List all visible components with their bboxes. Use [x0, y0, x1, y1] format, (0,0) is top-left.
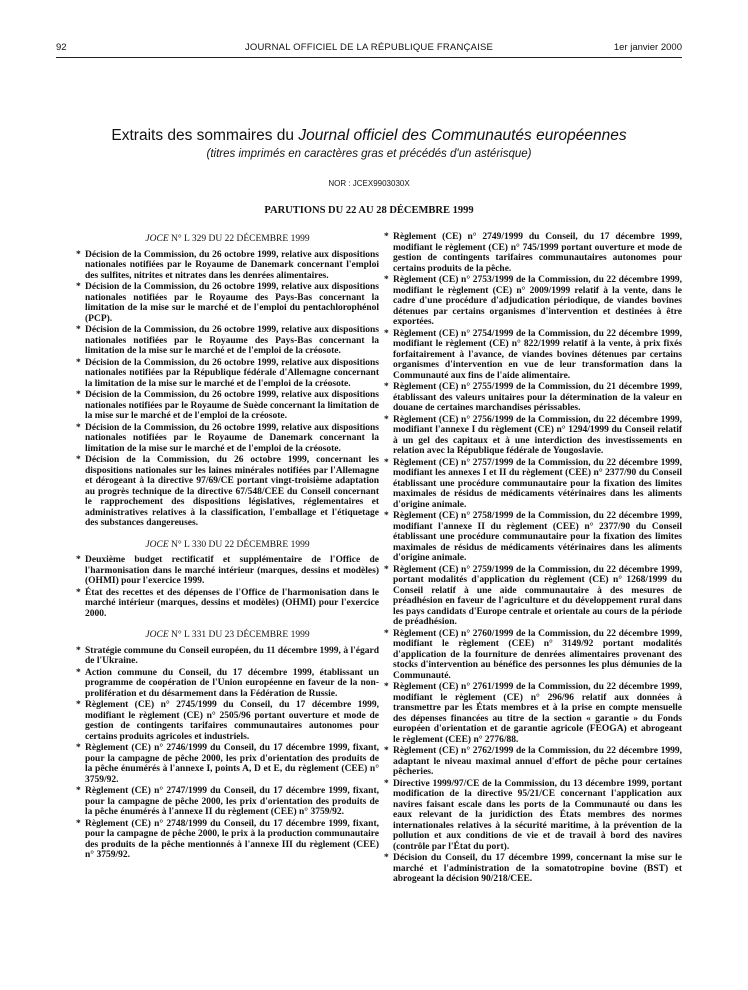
asterisk-marker: *: [76, 743, 81, 753]
summary-item: [76, 555, 379, 587]
right-column: [384, 232, 682, 886]
issue-label: N° L 331 DU 23 DÉCEMBRE 1999: [168, 630, 310, 640]
asterisk-marker: *: [76, 325, 81, 335]
page-number: 92: [56, 42, 67, 53]
title-prefix: Extraits des sommaires du: [111, 127, 299, 144]
summary-item: [76, 325, 379, 357]
summary-text: Règlement (CE) n° 2761/1999 de la Commission, du 22 décembre 1999, modifiant le règlement (CE) n° 296/96 relatif aux données à transmettre par les États membres et à la prise en compte mensuelle des dépenses financées au titre de la section « garantie » du Fonds européen d'orientation et de garantie agricole (FEOGA) et abrogeant le règlement (CEE) n° 2776/88.: [393, 682, 682, 745]
summary-item: [384, 682, 682, 745]
summary-text: Deuxième budget rectificatif et supplémentaire de l'Office de l'harmonisation dans le marché intérieur (marques, dessins et modèles) (OHMI) pour l'exercice 1999.: [85, 555, 379, 586]
summary-item: [76, 358, 379, 390]
joce-label: JOCE: [145, 630, 169, 640]
summary-item: [76, 455, 379, 529]
summary-text: Règlement (CE) n° 2755/1999 de la Commission, du 21 décembre 1999, établissant des valeurs unitaires pour la détermination de la valeur en douane de certaines marchandises périssables.: [393, 382, 682, 413]
summary-item: [76, 646, 379, 667]
summary-item: [384, 853, 682, 885]
asterisk-marker: *: [76, 818, 81, 829]
summary-item: [384, 629, 682, 682]
summary-item: [384, 746, 682, 778]
summary-item: [384, 565, 682, 628]
asterisk-marker: *: [384, 853, 389, 863]
summary-text: Directive 1999/97/CE de la Commission, du 13 décembre 1999, portant modification de la directive 95/21/CE concernant l'application aux navires faisant escale dans les ports de la Communauté ou dans les eaux relevant de la juridiction des États membres des normes internationales relatives à la sécurité maritime, à la prévention de la pollution et aux conditions de vie et de travail à bord des navires (contrôle par l'État du port).: [393, 778, 682, 852]
summary-text: Règlement (CE) n° 2758/1999 de la Commission, du 22 décembre 1999, modifiant l'annexe II du règlement (CEE) n° 2377/90 du Conseil établissant une procédure communautaire pour la fixation des limites maximales de résidus de médicaments vétérinaires dans les aliments d'origine animale.: [393, 511, 682, 563]
section-heading: [76, 630, 379, 641]
summary-item: [384, 458, 682, 511]
section-gap: [76, 530, 379, 538]
asterisk-marker: *: [384, 564, 389, 575]
asterisk-marker: *: [76, 249, 81, 260]
asterisk-marker: *: [384, 414, 389, 425]
summary-text: Décision de la Commission, du 26 octobre 1999, relative aux dispositions nationales notifiées par le Royaume de Danemark concernant l'emploi des sulfites, nitrites et nitrates dans les denrées alimentaires.: [85, 249, 379, 281]
asterisk-marker: *: [384, 457, 389, 468]
summary-item: [76, 390, 379, 422]
asterisk-marker: *: [384, 382, 389, 392]
asterisk-marker: *: [76, 555, 81, 565]
left-column: [76, 232, 379, 862]
summary-text: Règlement (CE) n° 2747/1999 du Conseil, du 17 décembre 1999, fixant, pour la campagne de pêche 2000, les prix d'orientation des produits de la pêche énumérés à l'annexe II du règlement (CEE) n° 3759/92.: [85, 786, 379, 817]
summary-text: Règlement (CE) n° 2757/1999 de la Commission, du 22 décembre 1999, modifiant les annexes I et II du règlement (CEE) n° 2377/90 du Conseil établissant une procédure communautaire pour la fixation des limites maximales de résidus de médicaments vétérinaires dans les aliments d'origine animale.: [393, 457, 682, 510]
joce-label: JOCE: [145, 539, 169, 550]
page-title: [56, 127, 682, 145]
summary-text: Décision de la Commission, du 26 octobre 1999, relative aux dispositions nationales notifiées par le Royaume de Danemark concernant la limitation de la mise sur le marché et de l'emploi de la créosote.: [85, 422, 379, 454]
summary-item: [76, 423, 379, 455]
summary-text: Règlement (CE) n° 2762/1999 de la Commission, du 22 décembre 1999, adaptant le niveau maximal annuel d'effort de pêche pour certaines pêcheries.: [393, 746, 682, 777]
summary-item: [76, 282, 379, 324]
summary-text: Règlement (CE) n° 2754/1999 de la Commission, du 22 décembre 1999, modifiant le règlement (CE) n° 822/1999 relatif à la vente, à prix fixés forfaitairement à l'avance, de viandes bovines détenues par certains organismes d'intervention en vue de leur transformation dans la Communauté aux fins de l'aide alimentaire.: [393, 328, 682, 381]
summary-text: Décision de la Commission, du 26 octobre 1999, concernant les dispositions nationales sur les laines minérales notifiées par l'Allemagne et dérogeant à la directive 97/69/CE portant vingt-troisième adaptation au progrès technique de la directive 67/548/CEE du Conseil concernant le rapprochement des dispositions législatives, réglementaires et administratives relatives à la classification, l'emballage et l'étiquetage des substances dangereuses.: [85, 455, 379, 528]
summary-item: [76, 588, 379, 620]
page-header: [56, 42, 682, 56]
summary-text: Règlement (CE) n° 2759/1999 de la Commission, du 22 décembre 1999, portant modalités d'application du règlement (CE) n° 1268/1999 du Conseil relatif à une aide communautaire à des mesures de préadhésion en faveur de l'agriculture et du développement rural dans les pays candidats d'Europe centrale et orientale au cours de la période de préadhésion.: [393, 564, 682, 627]
asterisk-marker: *: [76, 422, 81, 433]
summary-text: Décision du Conseil, du 17 décembre 1999, concernant la mise sur le marché et l'administration de la somatotropine bovine (BST) et abrogeant la décision 90/218/CEE.: [393, 853, 682, 884]
asterisk-marker: *: [76, 645, 81, 656]
summary-text: Règlement (CE) n° 2748/1999 du Conseil, du 17 décembre 1999, fixant, pour la campagne de pêche 2000, le prix à la production communautaire des produits de la pêche mentionnés à l'annexe III du règlement (CEE) n° 3759/92.: [85, 818, 379, 860]
asterisk-marker: *: [76, 786, 81, 796]
summary-item: [384, 382, 682, 414]
section-gap: [76, 620, 379, 628]
summary-text: Règlement (CE) n° 2746/1999 du Conseil, du 17 décembre 1999, fixant, pour la campagne de pêche 2000, les prix d'orientation des produits de la pêche énumérés à l'annexe I, points A, D et E, du règlement (CEE) n° 3759/92.: [85, 743, 379, 785]
summary-text: Règlement (CE) n° 2749/1999 du Conseil, du 17 décembre 1999, modifiant le règlement (CE) n° 745/1999 portant ouverture et mode de gestion de contingents tarifaires communautaires autonomes pour certains produits de la pêche.: [393, 232, 682, 274]
asterisk-marker: *: [384, 628, 389, 639]
summary-item: [76, 819, 379, 861]
summary-text: Règlement (CE) n° 2760/1999 de la Commission, du 22 décembre 1999, modifiant le règlement (CEE) n° 3149/92 portant modalités d'application de la fourniture de denrées alimentaires provenant des stocks d'intervention au bénéfice des personnes les plus démunies de la Communauté.: [393, 628, 682, 681]
section-heading: [76, 540, 379, 551]
issue-date: 1er janvier 2000: [613, 42, 682, 53]
issue-label: N° L 329 DU 22 DÉCEMBRE 1999: [168, 234, 310, 244]
title-journal: Journal officiel des Communautés européennes: [298, 127, 627, 144]
asterisk-marker: *: [76, 587, 81, 598]
asterisk-marker: *: [76, 700, 81, 710]
asterisk-marker: *: [384, 746, 389, 756]
header-rule: [56, 57, 682, 58]
asterisk-marker: *: [384, 275, 389, 285]
summary-item: [76, 668, 379, 700]
summary-item: [76, 700, 379, 742]
asterisk-marker: *: [76, 282, 81, 292]
summary-item: [384, 275, 682, 328]
asterisk-marker: *: [76, 357, 81, 368]
asterisk-marker: *: [384, 682, 389, 692]
journal-name: JOURNAL OFFICIEL DE LA RÉPUBLIQUE FRANÇAISE: [244, 42, 494, 53]
page-subtitle: (titres imprimés en caractères gras et précédés d'un astérisque): [206, 148, 532, 160]
summary-item: [76, 786, 379, 818]
summary-text: Décision de la Commission, du 26 octobre 1999, relative aux dispositions nationales notifiées par le Royaume des Pays-Bas concernant la limitation de la mise sur le marché et de l'emploi du pentachlorophénol (PCP).: [85, 282, 379, 324]
summary-text: Règlement (CE) n° 2753/1999 de la Commission, du 22 décembre 1999, modifiant le règlement (CE) n° 2009/1999 relatif à la vente, dans le cadre d'une procédure d'adjudication périodique, de viandes bovines détenues par certains organismes d'intervention et destinées à être exportées.: [393, 275, 682, 327]
asterisk-marker: *: [76, 455, 81, 465]
summary-text: Règlement (CE) n° 2745/1999 du Conseil, du 17 décembre 1999, modifiant le règlement (CE) n° 2505/96 portant ouverture et mode de gestion de contingents tarifaires communautaires autonomes pour certains produits agricoles et industriels.: [85, 700, 379, 742]
section-heading: [76, 234, 379, 245]
issue-label: N° L 330 DU 22 DÉCEMBRE 1999: [168, 539, 310, 550]
summary-text: État des recettes et des dépenses de l'Office de l'harmonisation dans le marché intérieur (marques, dessins et modèles) (OHMI) pour l'exercice 2000.: [85, 587, 379, 619]
asterisk-marker: *: [384, 328, 389, 339]
parutions-heading: PARUTIONS DU 22 AU 28 DÉCEMBRE 1999: [264, 205, 474, 216]
summary-item: [384, 232, 682, 274]
summary-item: [384, 329, 682, 382]
summary-item: [384, 415, 682, 457]
summary-text: Décision de la Commission, du 26 octobre 1999, relative aux dispositions nationales notifiées par la République fédérale d'Allemagne concernant la limitation de la mise sur le marché et de l'emploi de la créosote.: [85, 357, 379, 389]
summary-item: [384, 779, 682, 853]
nor-reference: NOR : JCEX9903030X: [328, 179, 410, 188]
summary-text: Décision de la Commission, du 26 octobre 1999, relative aux dispositions nationales notifiées par le Royaume de Suède concernant la limitation de la mise sur le marché et de l'emploi de la créosote.: [85, 390, 379, 421]
summary-item: [76, 743, 379, 785]
asterisk-marker: *: [384, 511, 389, 521]
asterisk-marker: *: [384, 232, 389, 242]
joce-label: JOCE: [145, 234, 169, 244]
summary-text: Action commune du Conseil, du 17 décembre 1999, établissant un programme de coopération de l'Union européenne en faveur de la non-prolifération et du désarmement dans la Fédération de Russie.: [85, 667, 379, 699]
summary-text: Stratégie commune du Conseil européen, du 11 décembre 1999, à l'égard de l'Ukraine.: [85, 645, 379, 666]
asterisk-marker: *: [76, 667, 81, 678]
asterisk-marker: *: [76, 390, 81, 400]
summary-item: [384, 511, 682, 564]
summary-text: Règlement (CE) n° 2756/1999 de la Commission, du 22 décembre 1999, modifiant l'annexe I du règlement (CE) n° 1294/1999 du Conseil relatif à un gel des capitaux et à une interdiction des investissements en relation avec la République fédérale de Yougoslavie.: [393, 414, 682, 456]
asterisk-marker: *: [384, 778, 389, 789]
summary-item: [76, 250, 379, 282]
summary-text: Décision de la Commission, du 26 octobre 1999, relative aux dispositions nationales notifiées par le Royaume des Pays-Bas concernant la limitation de la mise sur le marché et de l'emploi de la créosote.: [85, 325, 379, 356]
